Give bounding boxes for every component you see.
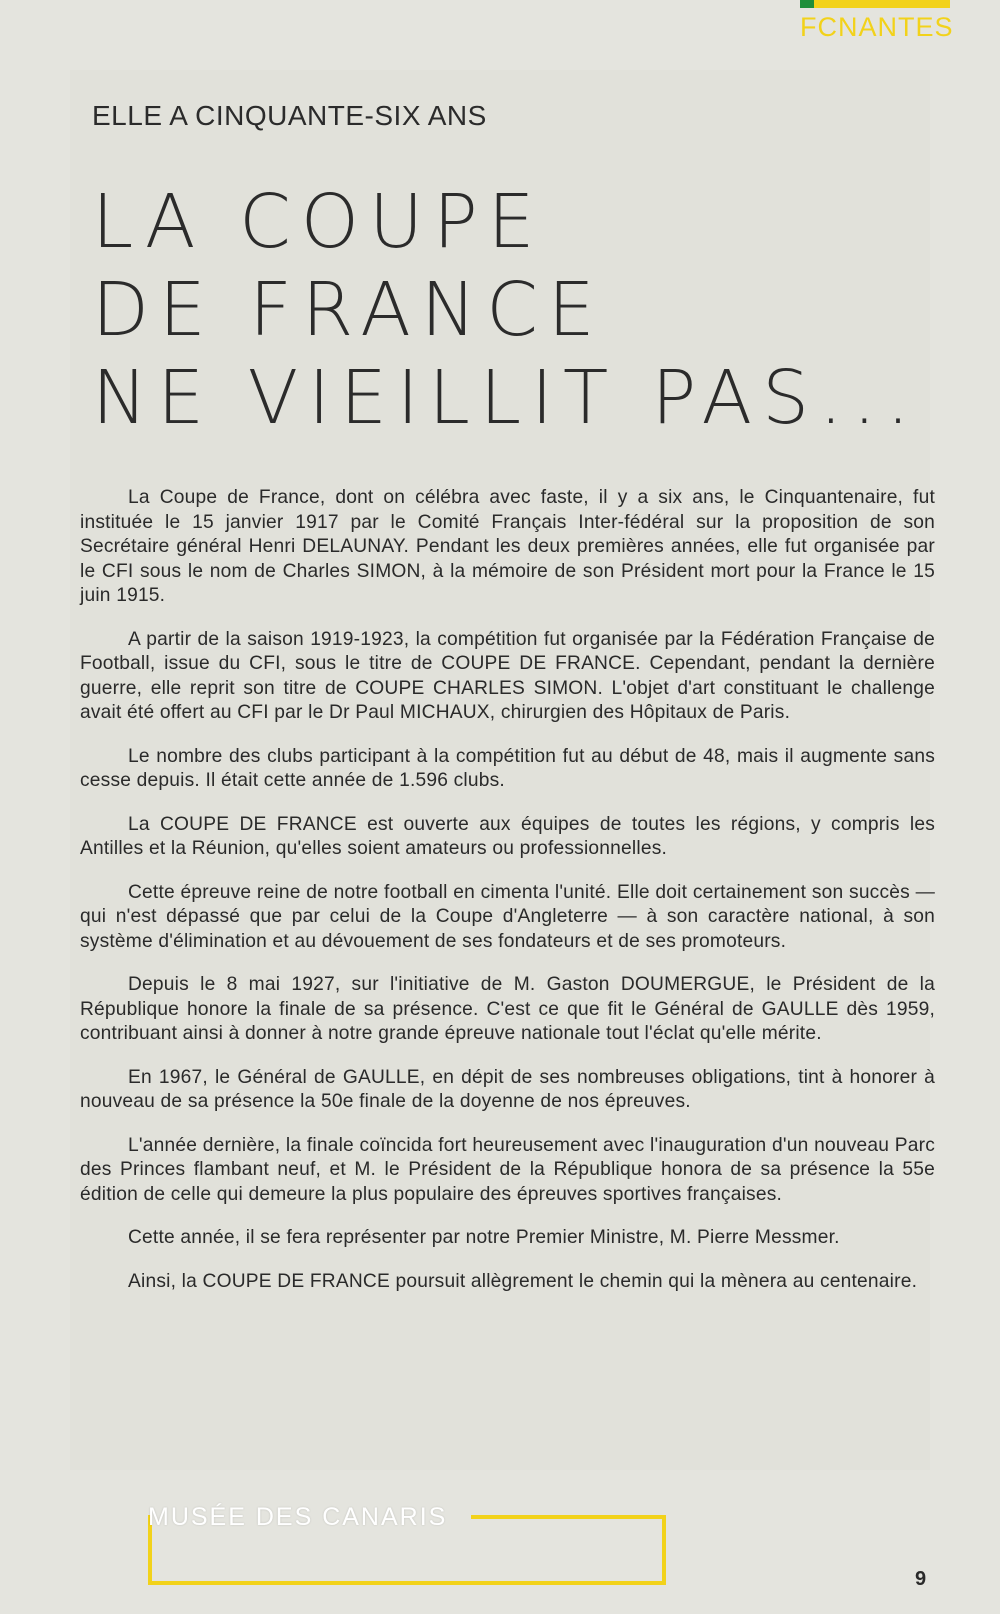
- article-title: [92, 178, 920, 442]
- paragraph: A partir de la saison 1919-1923, la compétition fut organisée par la Fédération Française de Football, issue du CFI, sous le titre de COUPE DE FRANCE. Cependant, pendant la dernière guerre, elle reprit son titre de COUPE CHARLES SIMON. L'objet d'art constituant le challenge avait été offert au CFI par le Dr Paul MICHAUX, chirurgien des Hôpitaux de Paris.: [80, 628, 935, 723]
- brand-logo-text[interactable]: FCNANTES: [800, 12, 954, 42]
- title-line-3: NE VIEILLIT PAS...: [92, 355, 920, 441]
- page-number: 9: [915, 1568, 927, 1590]
- paragraph: Cette épreuve reine de notre football en cimenta l'unité. Elle doit certainement son succès — qui n'est dépassé que par celui de la Coupe d'Angleterre — à son caractère national, à son système d'élimination et au dévouement de ses fondateurs et de ses promoteurs.: [80, 881, 935, 952]
- paragraph: L'année dernière, la finale coïncida fort heureusement avec l'inauguration d'un nouveau Parc des Princes flambant neuf, et M. le Président de la République honora de sa présence la 55e édition de celle qui demeure la plus populaire des épreuves sportives françaises.: [80, 1134, 935, 1205]
- paragraph: La Coupe de France, dont on célébra avec faste, il y a six ans, le Cinquantenaire, fut instituée le 15 janvier 1917 par le Comité Français Inter-fédéral sur la proposition de son Secrétaire général Henri DELAUNAY. Pendant les deux premières années, elle fut organisée par le CFI sous le nom de Charles SIMON, à la mémoire de son Président mort pour la France le 15 juin 1915.: [80, 487, 935, 606]
- title-line-2: DE FRANCE: [92, 267, 605, 353]
- paragraph: Ainsi, la COUPE DE FRANCE poursuit allègrement le chemin qui la mènera au centenaire.: [128, 1270, 918, 1292]
- title-line-1: LA COUPE: [92, 179, 545, 265]
- paragraph: Le nombre des clubs participant à la compétition fut au début de 48, mais il augmente sans cesse depuis. Il était cette année de 1.596 clubs.: [80, 745, 935, 791]
- article-kicker: ELLE A CINQUANTE-SIX ANS: [92, 100, 487, 131]
- paragraph: La COUPE DE FRANCE est ouverte aux équipes de toutes les régions, y compris les Antilles et la Réunion, qu'elles soient amateurs ou professionnelles.: [80, 813, 935, 859]
- article-body: [80, 486, 935, 1313]
- paragraph: Cette année, il se fera représenter par notre Premier Ministre, M. Pierre Messmer.: [128, 1227, 840, 1248]
- brand-accent-bar: [800, 0, 950, 8]
- watermark-text: MUSÉE DES CANARIS: [148, 1503, 448, 1531]
- paragraph: En 1967, le Général de GAULLE, en dépit de ses nombreuses obligations, tint à honorer à nouveau de sa présence la 50e finale de la doyenne de nos épreuves.: [80, 1066, 935, 1112]
- paragraph: Depuis le 8 mai 1927, sur l'initiative de M. Gaston DOUMERGUE, le Président de la République honore la finale de sa présence. C'est ce que fit le Général de GAULLE dès 1959, contribuant ainsi à donner à notre grande épreuve nationale tout l'éclat qu'elle mérite.: [80, 974, 935, 1044]
